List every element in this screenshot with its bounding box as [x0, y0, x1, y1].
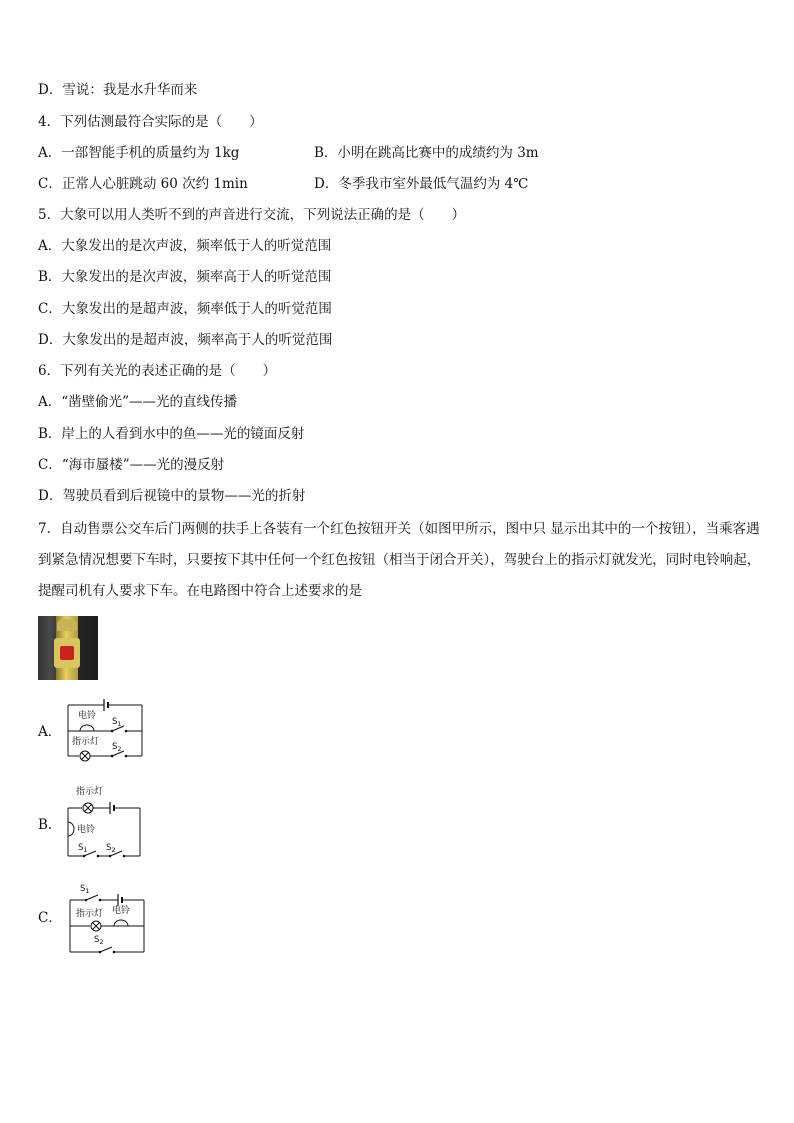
- q4-option-a: A．一部智能手机的质量约为 1kg: [38, 145, 240, 161]
- s1-label: S: [80, 884, 86, 894]
- q4-stem: 4．下列估测最符合实际的是（ ）: [38, 114, 263, 130]
- circuit-c-diagram: [60, 880, 152, 956]
- s2-label: S: [106, 843, 112, 853]
- lamp-label: 指示灯: [72, 737, 100, 747]
- s1-subscript: 1: [85, 887, 90, 895]
- q3-option-d: D．雪说：我是水升华而来: [38, 82, 198, 98]
- q6-stem: 6．下列有关光的表述正确的是（ ）: [38, 363, 277, 379]
- s1-subscript: 1: [117, 720, 122, 728]
- s2-label: S: [112, 742, 118, 752]
- svg-text:S2: [106, 843, 116, 854]
- circuit-a-diagram: [60, 694, 150, 762]
- s2-subscript: 2: [111, 846, 116, 854]
- svg-text:S1: [80, 884, 90, 895]
- s1-subscript: 1: [83, 846, 88, 854]
- svg-text:S2: [112, 742, 122, 753]
- bell-label: 电铃: [77, 825, 96, 835]
- q4-option-d: D．冬季我市室外最低气温约为 4℃: [314, 176, 529, 192]
- svg-text:S1: [112, 717, 122, 728]
- lamp-label: 指示灯: [76, 909, 104, 919]
- q5-stem: 5．大象可以用人类听不到的声音进行交流，下列说法正确的是（ ）: [38, 207, 466, 223]
- q5-option-c: C．大象发出的是超声波，频率低于人的听觉范围: [38, 301, 332, 317]
- q4-option-c: C．正常人心脏跳动 60 次约 1min: [38, 176, 248, 192]
- option-a-label: A．: [38, 724, 62, 740]
- q5-option-d: D．大象发出的是超声波，频率高于人的听觉范围: [38, 332, 333, 348]
- q6-option-a: A．“凿壁偷光”——光的直线传播: [38, 394, 238, 410]
- red-button-icon: [60, 646, 74, 660]
- svg-text:S2: [94, 935, 104, 946]
- q6-option-b: B．岸上的人看到水中的鱼——光的镜面反射: [38, 426, 305, 442]
- circuit-b-diagram: [60, 784, 150, 860]
- svg-text:S1: [78, 843, 88, 854]
- option-b-label: B．: [38, 817, 62, 833]
- option-c-label: C．: [38, 910, 62, 926]
- q7-stem: 7．自动售票公交车后门两侧的扶手上各装有一个红色按钮开关（如图甲所示，图中只 显示出其中的一个按钮），当乘客遇到紧急情况想要下车时，只要按下其中任何一个红色按钮（相当于闭合开关），驾驶台上的指示灯就发光，同时电铃响起，提醒司机有人要求下车。在电路图中符合上述要求的是: [38, 521, 761, 599]
- s2-subscript: 2: [117, 745, 122, 753]
- q4-option-b: B．小明在跳高比赛中的成绩约为 3m: [314, 145, 539, 161]
- s2-label: S: [94, 935, 100, 945]
- s1-label: S: [112, 717, 118, 727]
- lamp-label: 指示灯: [76, 787, 104, 797]
- s1-label: S: [78, 843, 84, 853]
- s2-subscript: 2: [99, 938, 104, 946]
- bell-label: 电铃: [78, 711, 97, 721]
- q6-option-d: D．驾驶员看到后视镜中的景物——光的折射: [38, 488, 306, 504]
- bell-label: 电铃: [112, 906, 131, 916]
- q5-option-a: A．大象发出的是次声波，频率低于人的听觉范围: [38, 238, 332, 254]
- q6-option-c: C．“海市蜃楼”——光的漫反射: [38, 457, 225, 473]
- bus-button-photo: [38, 616, 98, 680]
- q5-option-b: B．大象发出的是次声波，频率高于人的听觉范围: [38, 269, 332, 285]
